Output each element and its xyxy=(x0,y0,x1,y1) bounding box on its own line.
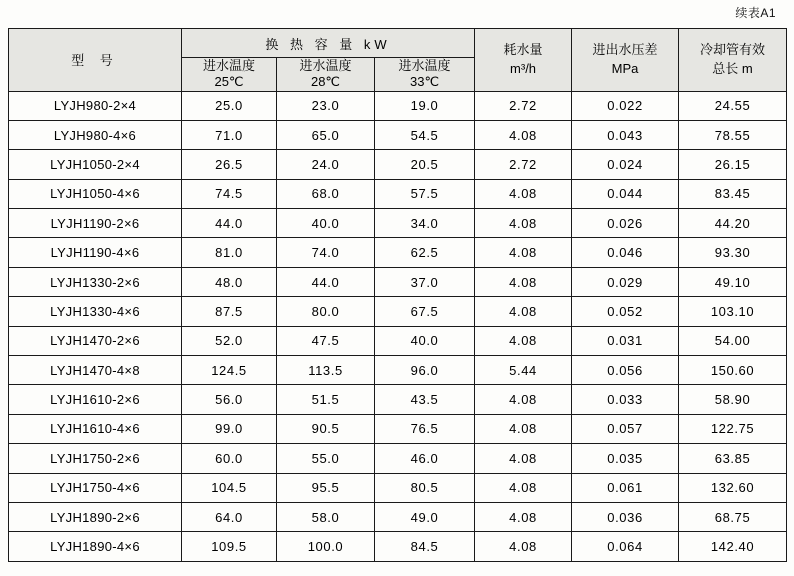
cell-capacity-25: 44.0 xyxy=(182,209,277,238)
cell-pressure-diff: 0.029 xyxy=(572,267,679,296)
header-inlet-temp-25 xyxy=(182,58,277,92)
cell-tube-length: 44.20 xyxy=(679,209,787,238)
cell-model: LYJH1750-4×6 xyxy=(9,473,182,502)
cell-capacity-25: 56.0 xyxy=(182,385,277,414)
cell-water-consumption: 4.08 xyxy=(475,326,572,355)
cell-water-consumption: 2.72 xyxy=(475,150,572,179)
header-inlet-temp-33-line1: 进水温度 xyxy=(398,58,451,73)
header-capacity-group: 换 热 容 量 kW xyxy=(182,29,475,58)
cell-water-consumption: 4.08 xyxy=(475,473,572,502)
specification-table-container xyxy=(8,28,786,562)
cell-model: LYJH1470-2×6 xyxy=(9,326,182,355)
header-water-consumption-line1: 耗水量 xyxy=(503,41,543,57)
cell-capacity-28: 44.0 xyxy=(277,267,375,296)
cell-tube-length: 132.60 xyxy=(679,473,787,502)
cell-water-consumption: 4.08 xyxy=(475,444,572,473)
cell-pressure-diff: 0.024 xyxy=(572,150,679,179)
cell-capacity-33: 43.5 xyxy=(375,385,475,414)
cell-tube-length: 78.55 xyxy=(679,120,787,149)
cell-tube-length: 68.75 xyxy=(679,502,787,531)
cell-model: LYJH1050-4×6 xyxy=(9,179,182,208)
header-inlet-temp-28 xyxy=(277,58,375,92)
cell-water-consumption: 4.08 xyxy=(475,120,572,149)
table-row xyxy=(9,267,787,296)
table-row xyxy=(9,356,787,385)
header-inlet-temp-33-line2: 33℃ xyxy=(409,74,440,90)
cell-tube-length: 54.00 xyxy=(679,326,787,355)
cell-capacity-33: 49.0 xyxy=(375,502,475,531)
cell-capacity-33: 96.0 xyxy=(375,356,475,385)
cell-capacity-25: 104.5 xyxy=(182,473,277,502)
cell-water-consumption: 4.08 xyxy=(475,238,572,267)
cell-pressure-diff: 0.061 xyxy=(572,473,679,502)
cell-capacity-25: 71.0 xyxy=(182,120,277,149)
cell-tube-length: 58.90 xyxy=(679,385,787,414)
cell-tube-length: 49.10 xyxy=(679,267,787,296)
cell-water-consumption: 4.08 xyxy=(475,414,572,443)
cell-water-consumption: 4.08 xyxy=(475,267,572,296)
table-row xyxy=(9,414,787,443)
header-inlet-temp-25-line1: 进水温度 xyxy=(202,58,255,73)
cell-model: LYJH1610-4×6 xyxy=(9,414,182,443)
cell-pressure-diff: 0.056 xyxy=(572,356,679,385)
cell-pressure-diff: 0.043 xyxy=(572,120,679,149)
table-row xyxy=(9,532,787,561)
table-row xyxy=(9,120,787,149)
cell-tube-length: 93.30 xyxy=(679,238,787,267)
cell-water-consumption: 4.08 xyxy=(475,179,572,208)
cell-capacity-28: 58.0 xyxy=(277,502,375,531)
cell-capacity-33: 37.0 xyxy=(375,267,475,296)
cell-model: LYJH1330-2×6 xyxy=(9,267,182,296)
table-row xyxy=(9,326,787,355)
table-row xyxy=(9,473,787,502)
cell-tube-length: 142.40 xyxy=(679,532,787,561)
header-row-top xyxy=(9,29,787,58)
cell-pressure-diff: 0.022 xyxy=(572,91,679,120)
cell-capacity-28: 68.0 xyxy=(277,179,375,208)
cell-capacity-28: 23.0 xyxy=(277,91,375,120)
table-row xyxy=(9,209,787,238)
cell-model: LYJH1190-2×6 xyxy=(9,209,182,238)
table-row xyxy=(9,444,787,473)
header-tube-length-line2: 总长 m xyxy=(712,60,753,76)
continued-table-label: 续表A1 xyxy=(735,6,776,20)
cell-model: LYJH1610-2×6 xyxy=(9,385,182,414)
cell-tube-length: 122.75 xyxy=(679,414,787,443)
cell-capacity-33: 62.5 xyxy=(375,238,475,267)
cell-model: LYJH980-4×6 xyxy=(9,120,182,149)
cell-capacity-28: 95.5 xyxy=(277,473,375,502)
cell-capacity-33: 34.0 xyxy=(375,209,475,238)
cell-capacity-28: 113.5 xyxy=(277,356,375,385)
cell-water-consumption: 5.44 xyxy=(475,356,572,385)
cell-water-consumption: 2.72 xyxy=(475,91,572,120)
cell-capacity-25: 60.0 xyxy=(182,444,277,473)
cell-capacity-28: 65.0 xyxy=(277,120,375,149)
cell-tube-length: 24.55 xyxy=(679,91,787,120)
cell-capacity-25: 124.5 xyxy=(182,356,277,385)
cell-capacity-25: 48.0 xyxy=(182,267,277,296)
cell-model: LYJH1470-4×8 xyxy=(9,356,182,385)
cell-capacity-25: 52.0 xyxy=(182,326,277,355)
header-pressure-diff-line1: 进出水压差 xyxy=(592,41,658,57)
cell-model: LYJH1750-2×6 xyxy=(9,444,182,473)
cell-capacity-28: 100.0 xyxy=(277,532,375,561)
cell-capacity-33: 67.5 xyxy=(375,297,475,326)
table-row xyxy=(9,179,787,208)
cell-pressure-diff: 0.057 xyxy=(572,414,679,443)
table-row xyxy=(9,91,787,120)
cell-capacity-33: 57.5 xyxy=(375,179,475,208)
header-pressure-diff xyxy=(572,29,679,92)
cell-capacity-25: 109.5 xyxy=(182,532,277,561)
cell-pressure-diff: 0.046 xyxy=(572,238,679,267)
cell-capacity-33: 84.5 xyxy=(375,532,475,561)
cell-capacity-33: 54.5 xyxy=(375,120,475,149)
cell-water-consumption: 4.08 xyxy=(475,297,572,326)
header-tube-length-line1: 冷却管有效 xyxy=(700,41,766,57)
table-row xyxy=(9,238,787,267)
cell-pressure-diff: 0.064 xyxy=(572,532,679,561)
header-inlet-temp-28-line1: 进水温度 xyxy=(299,58,352,73)
header-tube-length xyxy=(679,29,787,92)
cell-capacity-25: 99.0 xyxy=(182,414,277,443)
cell-capacity-33: 76.5 xyxy=(375,414,475,443)
cell-tube-length: 63.85 xyxy=(679,444,787,473)
cell-tube-length: 150.60 xyxy=(679,356,787,385)
cell-model: LYJH980-2×4 xyxy=(9,91,182,120)
cell-model: LYJH1890-2×6 xyxy=(9,502,182,531)
cell-pressure-diff: 0.052 xyxy=(572,297,679,326)
header-water-consumption-line2: m³/h xyxy=(510,60,537,76)
cell-capacity-25: 26.5 xyxy=(182,150,277,179)
header-model: 型 号 xyxy=(9,29,182,92)
table-body xyxy=(9,91,787,561)
cell-capacity-25: 81.0 xyxy=(182,238,277,267)
cell-capacity-33: 19.0 xyxy=(375,91,475,120)
cell-model: LYJH1190-4×6 xyxy=(9,238,182,267)
cell-pressure-diff: 0.033 xyxy=(572,385,679,414)
cell-capacity-33: 20.5 xyxy=(375,150,475,179)
cell-capacity-28: 24.0 xyxy=(277,150,375,179)
cell-capacity-28: 74.0 xyxy=(277,238,375,267)
specification-table xyxy=(8,28,787,562)
cell-capacity-28: 90.5 xyxy=(277,414,375,443)
cell-capacity-28: 40.0 xyxy=(277,209,375,238)
table-row xyxy=(9,297,787,326)
cell-pressure-diff: 0.026 xyxy=(572,209,679,238)
cell-pressure-diff: 0.035 xyxy=(572,444,679,473)
cell-tube-length: 26.15 xyxy=(679,150,787,179)
cell-model: LYJH1330-4×6 xyxy=(9,297,182,326)
cell-pressure-diff: 0.031 xyxy=(572,326,679,355)
table-header xyxy=(9,29,787,92)
header-inlet-temp-25-line2: 25℃ xyxy=(214,74,244,90)
cell-capacity-33: 80.5 xyxy=(375,473,475,502)
cell-capacity-28: 55.0 xyxy=(277,444,375,473)
table-row xyxy=(9,150,787,179)
cell-model: LYJH1050-2×4 xyxy=(9,150,182,179)
header-pressure-diff-line2: MPa xyxy=(611,60,639,76)
cell-pressure-diff: 0.044 xyxy=(572,179,679,208)
header-inlet-temp-33 xyxy=(375,58,475,92)
cell-capacity-28: 51.5 xyxy=(277,385,375,414)
cell-pressure-diff: 0.036 xyxy=(572,502,679,531)
cell-capacity-33: 46.0 xyxy=(375,444,475,473)
header-water-consumption xyxy=(475,29,572,92)
cell-capacity-25: 64.0 xyxy=(182,502,277,531)
cell-water-consumption: 4.08 xyxy=(475,209,572,238)
cell-water-consumption: 4.08 xyxy=(475,385,572,414)
header-inlet-temp-28-line2: 28℃ xyxy=(310,74,341,90)
cell-capacity-25: 25.0 xyxy=(182,91,277,120)
cell-water-consumption: 4.08 xyxy=(475,532,572,561)
cell-capacity-25: 74.5 xyxy=(182,179,277,208)
cell-tube-length: 83.45 xyxy=(679,179,787,208)
cell-water-consumption: 4.08 xyxy=(475,502,572,531)
cell-tube-length: 103.10 xyxy=(679,297,787,326)
cell-capacity-25: 87.5 xyxy=(182,297,277,326)
cell-model: LYJH1890-4×6 xyxy=(9,532,182,561)
table-row xyxy=(9,385,787,414)
cell-capacity-28: 47.5 xyxy=(277,326,375,355)
cell-capacity-28: 80.0 xyxy=(277,297,375,326)
table-row xyxy=(9,502,787,531)
cell-capacity-33: 40.0 xyxy=(375,326,475,355)
